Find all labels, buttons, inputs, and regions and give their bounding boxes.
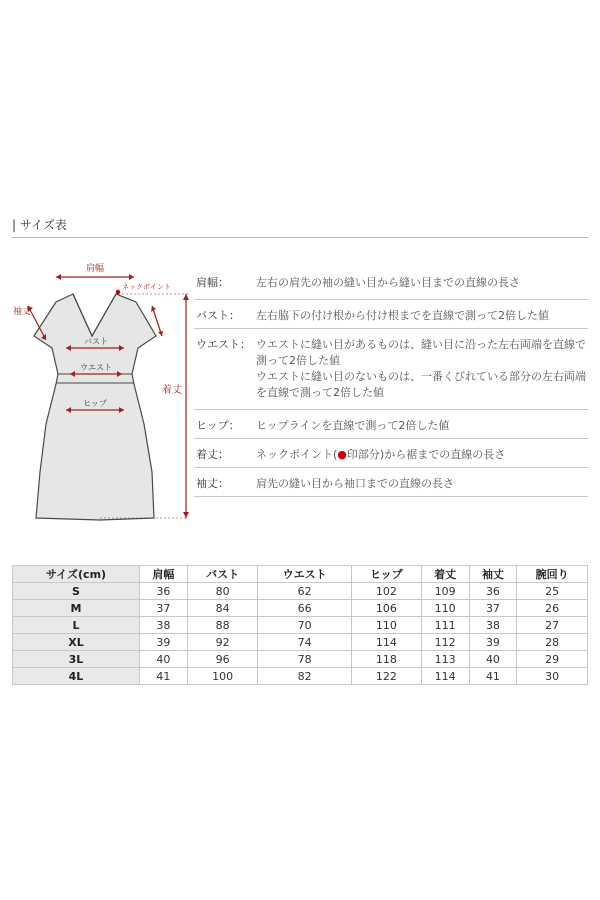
header-cell: サイズ(cm) (13, 566, 140, 583)
header-cell: 腕回り (517, 566, 588, 583)
hip-label: ヒップ (83, 399, 107, 408)
size-cell: S (13, 583, 140, 600)
table-cell: 106 (351, 600, 421, 617)
definition-desc: 測って2倍した値 (256, 354, 340, 367)
table-cell: 110 (351, 617, 421, 634)
size-cell: 4L (13, 668, 140, 685)
size-cell: L (13, 617, 140, 634)
length-desc-text: ネックポイント(●印部分)から裾までの直線の長さ (256, 448, 506, 461)
table-row (13, 634, 588, 651)
table-cell: 84 (187, 600, 258, 617)
table-cell: 37 (140, 600, 188, 617)
neckpoint-dot (116, 290, 120, 294)
table-cell: 39 (469, 634, 517, 651)
table-cell: 62 (258, 583, 351, 600)
table-cell: 110 (421, 600, 469, 617)
table-cell: 36 (469, 583, 517, 600)
table-cell: 111 (421, 617, 469, 634)
definition-desc: 肩先の縫い目から袖口までの直線の長さ (256, 477, 454, 490)
dress-measurement-diagram (0, 250, 190, 530)
table-row (13, 651, 588, 668)
table-cell: 80 (187, 583, 258, 600)
table-cell: 92 (187, 634, 258, 651)
table-cell: 37 (469, 600, 517, 617)
table-cell: 27 (517, 617, 588, 634)
definition-desc: 左右の肩先の袖の縫い目から縫い目までの直線の長さ (256, 276, 520, 289)
table-cell: 29 (517, 651, 588, 668)
definition-term: 着丈： (196, 448, 229, 461)
title-divider (12, 237, 588, 238)
shoulder-label: 肩幅 (85, 264, 105, 274)
definition-row-waist (194, 329, 588, 410)
definition-row-length (194, 439, 588, 468)
waist-label: ウエスト (80, 363, 112, 372)
definition-desc: ヒップラインを直線で測って2倍した値 (256, 419, 450, 432)
definition-term: ウエスト： (196, 338, 251, 351)
header-cell: ヒップ (351, 566, 421, 583)
table-cell: 38 (140, 617, 188, 634)
table-cell: 66 (258, 600, 351, 617)
header-cell: バスト (187, 566, 258, 583)
table-header-row (13, 566, 588, 583)
table-cell: 25 (517, 583, 588, 600)
table-row (13, 617, 588, 634)
table-cell: 39 (140, 634, 188, 651)
header-cell: 肩幅 (140, 566, 188, 583)
table-cell: 36 (140, 583, 188, 600)
definition-desc: ウエストに縫い目があるものは、縫い目に沿った左右両端を直線で (256, 338, 586, 351)
header-cell: 袖丈 (469, 566, 517, 583)
table-cell: 26 (517, 600, 588, 617)
table-cell: 96 (187, 651, 258, 668)
table-cell: 41 (469, 668, 517, 685)
table-cell: 109 (421, 583, 469, 600)
table-cell: 70 (258, 617, 351, 634)
section-title: | サイズ表 (12, 218, 67, 232)
size-table (12, 565, 588, 685)
table-cell: 100 (187, 668, 258, 685)
definition-desc (256, 447, 588, 463)
table-cell: 28 (517, 634, 588, 651)
table-cell: 74 (258, 634, 351, 651)
definition-row-bust (194, 300, 588, 329)
size-cell: M (13, 600, 140, 617)
table-row (13, 600, 588, 617)
size-cell: XL (13, 634, 140, 651)
table-cell: 112 (421, 634, 469, 651)
length-label: 着丈 (162, 385, 182, 396)
definition-desc: 左右脇下の付け根から付け根までを直線で測って2倍した値 (256, 309, 549, 322)
table-cell: 122 (351, 668, 421, 685)
neckpoint-dot-icon: ● (337, 448, 347, 461)
table-cell: 114 (421, 668, 469, 685)
table-row (13, 668, 588, 685)
table-cell: 114 (351, 634, 421, 651)
table-cell: 40 (140, 651, 188, 668)
bust-label: バスト (84, 337, 108, 346)
table-cell: 82 (258, 668, 351, 685)
sleeve-label: 袖丈 (13, 307, 32, 317)
size-cell: 3L (13, 651, 140, 668)
definition-term: ヒップ： (196, 419, 240, 432)
table-cell: 102 (351, 583, 421, 600)
definition-term: バスト： (196, 309, 240, 322)
table-cell: 78 (258, 651, 351, 668)
table-cell: 41 (140, 668, 188, 685)
definition-term: 袖丈： (196, 477, 229, 490)
table-cell: 118 (351, 651, 421, 668)
header-cell: 着丈 (421, 566, 469, 583)
definition-desc: ウエストに縫い目のないものは、一番くびれている部分の左右両端 (256, 370, 586, 383)
neckpoint-label: ネックポイント (122, 283, 171, 291)
definition-row-hip (194, 410, 588, 439)
table-cell: 40 (469, 651, 517, 668)
table-cell: 113 (421, 651, 469, 668)
measurement-definitions (194, 267, 588, 497)
table-cell: 30 (517, 668, 588, 685)
definition-term: 肩幅： (196, 276, 229, 289)
definition-row-shoulder (194, 267, 588, 300)
table-row (13, 583, 588, 600)
table-cell: 38 (469, 617, 517, 634)
table-cell: 88 (187, 617, 258, 634)
definition-desc: を直線で測って2倍した値 (256, 386, 384, 399)
definition-row-sleeve (194, 468, 588, 497)
header-cell: ウエスト (258, 566, 351, 583)
